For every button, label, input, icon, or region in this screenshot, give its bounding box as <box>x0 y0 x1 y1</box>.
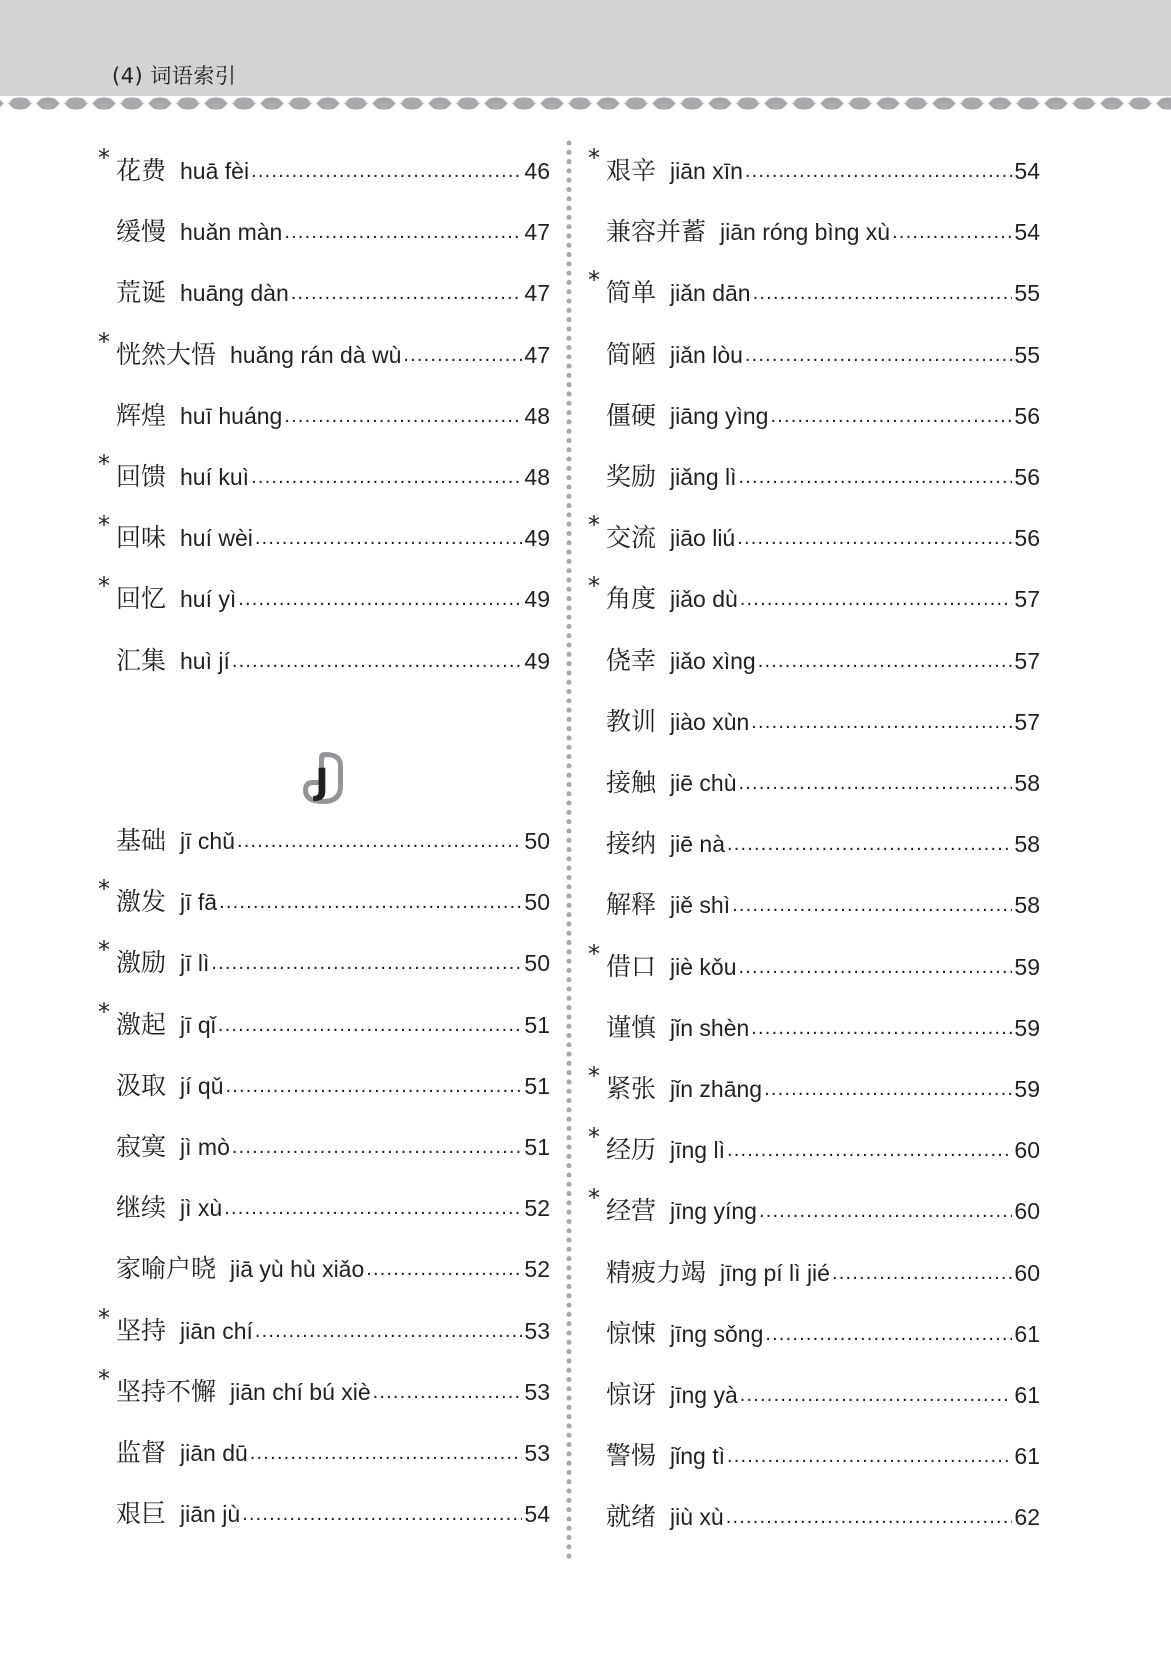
entry-word: 角度 <box>606 584 657 614</box>
dot-leader <box>740 582 1013 616</box>
entry-word: 紧张 <box>606 1074 657 1103</box>
entry-page-number: 51 <box>524 1072 550 1099</box>
index-entry[interactable] <box>98 393 550 433</box>
entry-pinyin: jiāo liú <box>670 525 736 552</box>
entry-pinyin: jiān chí bú xiè <box>230 1378 371 1405</box>
entry-word: 汇集 <box>116 645 167 675</box>
entry-page-number: 50 <box>524 828 550 854</box>
entry-page-number: 61 <box>1014 1443 1040 1470</box>
dot-leader <box>732 888 1012 922</box>
index-entry[interactable] <box>588 760 1040 800</box>
entry-word: 花费 <box>116 156 167 185</box>
dot-leader <box>740 1378 1013 1412</box>
entry-page-number: 58 <box>1014 770 1040 796</box>
index-entry[interactable] <box>588 1372 1040 1412</box>
dot-leader <box>255 521 523 555</box>
entry-pinyin: jiǎo xìng <box>670 647 756 674</box>
starred-marker: * <box>98 997 110 1026</box>
index-entry[interactable] <box>588 393 1040 433</box>
entry-word: 监督 <box>116 1438 167 1467</box>
entry-pinyin: jiè kǒu <box>670 953 737 980</box>
dot-leader <box>250 1436 523 1470</box>
entry-pinyin: huāng dàn <box>180 280 289 307</box>
page-title: (4) 词语索引 <box>112 64 237 88</box>
entry-page-number: 49 <box>524 525 550 552</box>
entry-word: 接纳 <box>606 829 657 859</box>
entry-pinyin: jīng lì <box>670 1137 725 1164</box>
entry-pinyin: jiǎn lòu <box>670 341 743 368</box>
index-entry[interactable] <box>98 1303 550 1348</box>
entry-word: 汲取 <box>116 1070 167 1100</box>
entry-word: 精疲力竭 <box>606 1257 707 1287</box>
dot-leader <box>291 276 523 310</box>
entry-page-number: 55 <box>1014 280 1040 307</box>
dot-leader <box>284 215 522 249</box>
dot-leader <box>832 1256 1012 1290</box>
header-band <box>0 0 1171 96</box>
entry-page-number: 58 <box>1014 892 1040 919</box>
entry-word: 教训 <box>606 706 657 736</box>
dot-leader <box>759 1194 1012 1228</box>
entry-word: 坚持不懈 <box>116 1376 217 1406</box>
entry-page-number: 50 <box>524 889 550 916</box>
entry-pinyin: jiān xīn <box>670 158 743 184</box>
entry-word: 荒诞 <box>116 278 167 308</box>
dot-leader <box>251 460 522 494</box>
entry-page-number: 61 <box>1014 1320 1040 1347</box>
index-entry[interactable] <box>588 882 1040 922</box>
decorative-border <box>0 96 1171 111</box>
index-entry[interactable] <box>98 209 550 249</box>
index-entry[interactable] <box>98 638 550 678</box>
entry-pinyin: jǐn shèn <box>670 1014 750 1041</box>
entry-word: 简陋 <box>606 339 657 369</box>
dot-leader <box>764 1072 1012 1106</box>
entry-word: 谨慎 <box>606 1012 657 1042</box>
dot-leader <box>219 885 522 919</box>
index-entry[interactable] <box>588 1250 1040 1290</box>
index-entry[interactable] <box>588 1433 1040 1473</box>
entry-word: 惊讶 <box>606 1380 657 1409</box>
starred-marker: * <box>98 875 110 904</box>
starred-marker: * <box>588 1184 600 1213</box>
entry-pinyin: huā fèi <box>180 158 250 184</box>
dot-leader <box>765 1317 1012 1351</box>
index-entry[interactable] <box>98 270 550 310</box>
entry-page-number: 57 <box>1014 647 1040 674</box>
entry-page-number: 58 <box>1014 831 1040 858</box>
entry-word: 继续 <box>116 1193 167 1223</box>
starred-marker: * <box>588 1123 600 1152</box>
index-entry[interactable] <box>98 1491 550 1531</box>
entry-pinyin: jīng yà <box>670 1382 738 1408</box>
starred-marker: * <box>98 450 110 478</box>
entry-word: 辉煌 <box>116 400 167 430</box>
index-entry[interactable] <box>588 638 1040 678</box>
dot-leader <box>366 1252 522 1286</box>
dot-leader <box>251 154 522 188</box>
index-entry[interactable] <box>98 1364 550 1409</box>
entry-pinyin: jiān jù <box>180 1501 241 1528</box>
entry-word: 回味 <box>116 523 167 553</box>
index-entry[interactable] <box>98 450 550 494</box>
index-entry[interactable] <box>588 1005 1040 1045</box>
entry-word: 回馈 <box>116 462 167 491</box>
dot-leader <box>737 521 1012 555</box>
entry-word: 恍然大悟 <box>116 339 217 369</box>
index-entry[interactable] <box>98 1246 550 1286</box>
entry-word: 僵硬 <box>606 400 657 430</box>
index-entry[interactable] <box>588 821 1040 861</box>
index-entry[interactable] <box>98 1063 550 1103</box>
index-entry[interactable] <box>588 266 1040 310</box>
dot-leader <box>727 1439 1012 1473</box>
dot-leader <box>739 950 1013 984</box>
entry-pinyin: jī fā <box>180 889 218 916</box>
entry-page-number: 47 <box>524 219 550 246</box>
index-entry[interactable] <box>98 875 550 919</box>
dot-leader <box>739 766 1013 800</box>
entry-word: 缓慢 <box>116 217 167 247</box>
entry-pinyin: huǎng rán dà wù <box>230 341 402 368</box>
entry-pinyin: jiǎo dù <box>670 586 738 613</box>
entry-pinyin: jiào xùn <box>670 708 750 735</box>
entry-word: 坚持 <box>116 1315 167 1345</box>
index-entry[interactable] <box>588 332 1040 372</box>
entry-pinyin: huī huáng <box>180 402 283 429</box>
entry-page-number: 57 <box>1014 586 1040 613</box>
entry-word: 艰巨 <box>116 1499 167 1529</box>
entry-pinyin: jī chǔ <box>180 828 235 854</box>
starred-marker: * <box>98 144 110 172</box>
dot-leader <box>751 705 1012 739</box>
entry-word: 惊悚 <box>606 1318 657 1348</box>
entry-pinyin: jǐng tì <box>670 1443 725 1470</box>
dot-leader <box>745 338 1013 372</box>
dot-leader <box>226 1069 523 1103</box>
entry-word: 激起 <box>116 1009 167 1039</box>
entry-word: 激励 <box>116 948 167 978</box>
starred-marker: * <box>98 327 110 356</box>
entry-pinyin: jiā yù hù xiǎo <box>230 1256 365 1283</box>
dot-leader <box>770 399 1012 433</box>
entry-pinyin: jī qǐ <box>180 1011 216 1038</box>
entry-page-number: 60 <box>1014 1198 1040 1225</box>
entry-word: 经历 <box>606 1135 657 1165</box>
dot-leader <box>892 215 1012 249</box>
entry-page-number: 59 <box>1014 1014 1040 1041</box>
starred-marker: * <box>588 144 600 172</box>
entry-pinyin: jiě shì <box>670 892 731 919</box>
dot-leader <box>751 1011 1012 1045</box>
index-entry[interactable] <box>98 327 550 372</box>
entry-page-number: 50 <box>524 950 550 977</box>
column-divider <box>566 140 572 1560</box>
dot-leader <box>726 1500 1013 1534</box>
entry-pinyin: jiē chù <box>670 770 737 796</box>
entry-page-number: 47 <box>524 341 550 368</box>
index-entry[interactable] <box>588 1062 1040 1106</box>
dot-leader <box>284 399 522 433</box>
dot-leader <box>727 1133 1012 1167</box>
dot-leader <box>373 1375 523 1409</box>
dot-leader <box>238 582 522 616</box>
entry-page-number: 61 <box>1014 1382 1040 1408</box>
entry-word: 兼容并蓄 <box>606 217 707 247</box>
starred-marker: * <box>98 936 110 965</box>
entry-pinyin: jiǎn dān <box>670 280 751 307</box>
entry-page-number: 60 <box>1014 1137 1040 1164</box>
entry-pinyin: jiān róng bìng xù <box>720 219 891 246</box>
entry-word: 经营 <box>606 1196 657 1226</box>
index-entry[interactable] <box>588 939 1040 984</box>
index-entry[interactable] <box>588 699 1040 739</box>
dot-leader <box>218 1008 523 1042</box>
entry-word: 解释 <box>606 890 657 920</box>
index-entry[interactable] <box>98 1430 550 1470</box>
index-entry[interactable] <box>98 818 550 858</box>
entry-page-number: 56 <box>1014 525 1040 552</box>
entry-word: 警惕 <box>606 1441 657 1471</box>
dot-leader <box>753 276 1013 310</box>
entry-pinyin: jiān dū <box>180 1440 248 1466</box>
entry-page-number: 55 <box>1014 341 1040 368</box>
entry-pinyin: huǎn màn <box>180 219 283 246</box>
dot-leader <box>745 154 1013 188</box>
entry-word: 借口 <box>606 951 657 981</box>
index-entry[interactable] <box>588 1311 1040 1351</box>
entry-word: 接触 <box>606 768 657 797</box>
index-entry[interactable] <box>588 1123 1040 1167</box>
entry-pinyin: jǐn zhāng <box>670 1076 763 1102</box>
entry-word: 简单 <box>606 278 657 308</box>
entry-word: 寂寞 <box>116 1132 167 1161</box>
entry-word: 家喻户晓 <box>116 1254 217 1284</box>
dot-leader <box>232 1130 523 1164</box>
entry-page-number: 52 <box>524 1256 550 1283</box>
entry-word: 回忆 <box>116 584 167 614</box>
entry-page-number: 53 <box>524 1317 550 1344</box>
starred-marker: * <box>588 1062 600 1090</box>
entry-pinyin: jiǎng lì <box>670 464 737 490</box>
entry-page-number: 49 <box>524 647 550 674</box>
entry-page-number: 46 <box>524 158 550 184</box>
dot-leader <box>211 946 522 980</box>
entry-pinyin: huí yì <box>180 586 237 613</box>
entry-page-number: 48 <box>524 402 550 429</box>
index-entry[interactable] <box>98 997 550 1042</box>
entry-page-number: 48 <box>524 464 550 490</box>
entry-pinyin: jì xù <box>180 1195 223 1222</box>
entry-page-number: 49 <box>524 586 550 613</box>
entry-pinyin: jì mò <box>180 1134 230 1160</box>
entry-page-number: 54 <box>1014 158 1040 184</box>
index-entry[interactable] <box>98 1185 550 1225</box>
entry-pinyin: jiù xù <box>670 1504 724 1531</box>
entry-page-number: 52 <box>524 1195 550 1222</box>
dot-leader <box>727 827 1012 861</box>
index-entry[interactable] <box>588 572 1040 616</box>
starred-marker: * <box>98 1364 110 1393</box>
index-entry[interactable] <box>98 511 550 555</box>
entry-word: 奖励 <box>606 462 657 491</box>
index-entry[interactable] <box>588 454 1040 494</box>
entry-page-number: 53 <box>524 1440 550 1466</box>
entry-word: 艰辛 <box>606 156 657 185</box>
index-entry[interactable] <box>98 1124 550 1164</box>
starred-marker: * <box>98 572 110 601</box>
starred-marker: * <box>98 511 110 540</box>
entry-pinyin: jiāng yìng <box>670 402 769 429</box>
entry-pinyin: jiān chí <box>180 1317 253 1344</box>
index-entry[interactable] <box>98 144 550 188</box>
entry-page-number: 51 <box>524 1134 550 1160</box>
entry-page-number: 54 <box>524 1501 550 1528</box>
entry-page-number: 59 <box>1014 1076 1040 1102</box>
dot-leader <box>739 460 1013 494</box>
index-entry[interactable] <box>588 144 1040 188</box>
entry-page-number: 47 <box>524 280 550 307</box>
index-entry[interactable] <box>98 572 550 616</box>
entry-pinyin: huì jí <box>180 647 230 674</box>
dot-leader <box>237 824 522 858</box>
dot-leader <box>232 644 523 678</box>
entry-page-number: 53 <box>524 1378 550 1405</box>
index-entry[interactable] <box>588 209 1040 249</box>
entry-page-number: 56 <box>1014 464 1040 490</box>
entry-page-number: 57 <box>1014 708 1040 735</box>
entry-word: 交流 <box>606 523 657 553</box>
entry-page-number: 56 <box>1014 402 1040 429</box>
entry-pinyin: jiē nà <box>670 831 725 858</box>
starred-marker: * <box>588 266 600 295</box>
dot-leader <box>255 1314 523 1348</box>
entry-pinyin: huí wèi <box>180 525 253 552</box>
entry-pinyin: jīng pí lì jié <box>720 1259 830 1286</box>
entry-page-number: 59 <box>1014 953 1040 980</box>
dot-leader <box>224 1191 522 1225</box>
entry-page-number: 60 <box>1014 1259 1040 1286</box>
entry-pinyin: jīng sǒng <box>670 1320 764 1347</box>
starred-marker: * <box>98 1303 110 1332</box>
entry-word: 就绪 <box>606 1502 657 1532</box>
entry-word: 侥幸 <box>606 645 657 675</box>
entry-page-number: 51 <box>524 1011 550 1038</box>
svg-text:J: J <box>315 762 329 803</box>
dot-leader <box>403 338 522 372</box>
section-letter-j-icon <box>295 748 349 808</box>
entry-word: 激发 <box>116 887 167 917</box>
entry-pinyin: jí qǔ <box>180 1072 224 1099</box>
starred-marker: * <box>588 511 600 540</box>
index-entry[interactable] <box>588 511 1040 555</box>
index-entry[interactable] <box>588 1494 1040 1534</box>
entry-pinyin: jīng yíng <box>670 1198 757 1225</box>
starred-marker: * <box>588 572 600 601</box>
dot-leader <box>242 1497 522 1531</box>
entry-page-number: 62 <box>1014 1504 1040 1531</box>
index-entry[interactable] <box>588 1184 1040 1228</box>
entry-pinyin: jī lì <box>180 950 210 977</box>
entry-word: 基础 <box>116 826 167 855</box>
starred-marker: * <box>588 939 600 968</box>
dot-leader <box>758 644 1013 678</box>
entry-page-number: 54 <box>1014 219 1040 246</box>
index-entry[interactable] <box>98 936 550 980</box>
entry-pinyin: huí kuì <box>180 464 250 490</box>
